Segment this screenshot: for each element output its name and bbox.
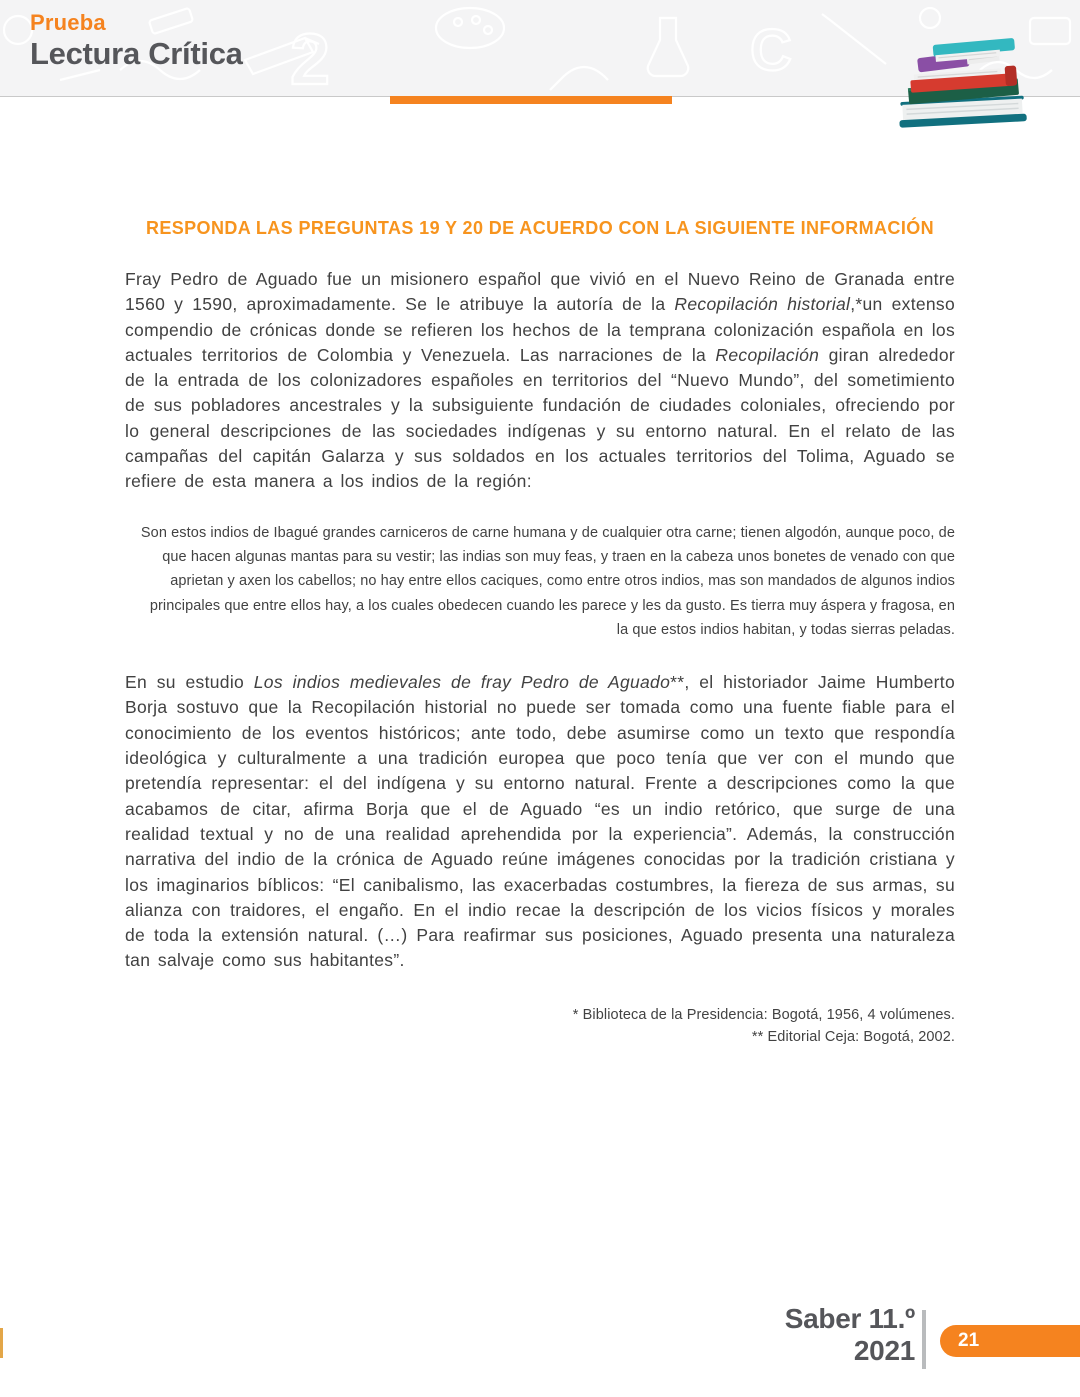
- exam-label: [690, 1303, 915, 1367]
- page-title: Lectura Crítica: [30, 36, 243, 71]
- svg-text:C: C: [750, 18, 792, 83]
- exam-year: 2021: [853, 1335, 915, 1366]
- page-edge-accent: [0, 1328, 3, 1358]
- page-number: 21: [958, 1330, 980, 1351]
- passage-paragraph-1: Fray Pedro de Aguado fue un misionero español que vivió en el Nuevo Reino de Granada entre 1560 y 1590, aproximadamente. Se le atribuye la autoría de la Recopilación historial,*un extenso compendio de crónicas donde se refieren los hechos de la temprana colonización española en los actuales territorios de Colombia y Venezuela. Las narraciones de la Recopilación giran alrededor de la entrada de los colonizadores españoles en territorios del “Nuevo Mundo”, del sometimiento de sus pobladores ancestrales y la subsiguiente fundación de ciudades coloniales, ofreciendo por lo general descripciones de las sociedades indígenas y su entorno natural. En el relato de las campañas del capitán Galarza y sus soldados en los actuales territorios del Tolima, Aguado se refiere de esta manera a los indios de la región:: [125, 269, 956, 492]
- passage-column: [125, 210, 955, 1048]
- footnote-2: ** Editorial Ceja: Bogotá, 2002.: [751, 1028, 955, 1045]
- footnotes-block: [125, 1004, 955, 1048]
- passage-paragraph-2: En su estudio Los indios medievales de fray Pedro de Aguado**, el historiador Jaime Humberto Borja sostuvo que la Recopilación historial no puede ser tomada como una fuente fiable para el conocimiento de los eventos históricos; ante todo, debe asumirse como un texto que respondía ideológica y culturalmente a una tradición europea que poco tenía que ver con el mundo que pretendía representar: el del indígena y su entorno natural. Frente a descripciones como la que acabamos de citar, afirma Borja que el de Aguado “es un indio retórico, que surge de una realidad textual y no de una realidad aprehendida por la experiencia”. Además, la construcción narrativa del indio de la crónica de Aguado reúne imágenes conocidas por la tradición cristiana y los imaginarios bíblicos: “El canibalismo, las exacerbadas costumbres, la fiereza de sus armas, su alianza con traidores, el engaño. En el indio recae la descripción de los vicios físicos y morales de toda la extensión natural. (…) Para reafirmar sus posiciones, Aguado presenta una naturaleza tan salvaje como sus habitantes”.: [125, 672, 955, 971]
- brand-block: [30, 12, 243, 69]
- book-stack-icon: [898, 36, 1033, 131]
- svg-text:2: 2: [290, 20, 331, 96]
- passage-quote: Son estos indios de Ibagué grandes carniceros de carne humana y de cualquier otra carne; tienen algodón, aunque poco, de que hacen algunas mantas para su vestir; las indias son muy feas, y traen en la cabeza unos bonetes de venado con que aprietan y axen los cabellos; no hay entre ellos caciques, como entre otros indios, mas son mandados de algunos indios principales que entre ellos hay, a los cuales obedecen cuando les parece y les da gusto. Es tierra muy áspera y fragosa, en la que estos indios habitan, y todas sierras peladas.: [140, 524, 955, 638]
- page-number-badge: [940, 1325, 1080, 1357]
- exam-name: Saber 11.º: [784, 1303, 915, 1334]
- accent-bar: [390, 96, 672, 104]
- test-kicker: Prueba: [30, 10, 106, 35]
- footer-divider: [922, 1310, 926, 1369]
- instruction-heading: RESPONDA LAS PREGUNTAS 19 Y 20 DE ACUERDO CON LA SIGUIENTE INFORMACIÓN: [145, 218, 935, 238]
- footnote-1: * Biblioteca de la Presidencia: Bogotá, 1956, 4 volúmenes.: [572, 1006, 955, 1023]
